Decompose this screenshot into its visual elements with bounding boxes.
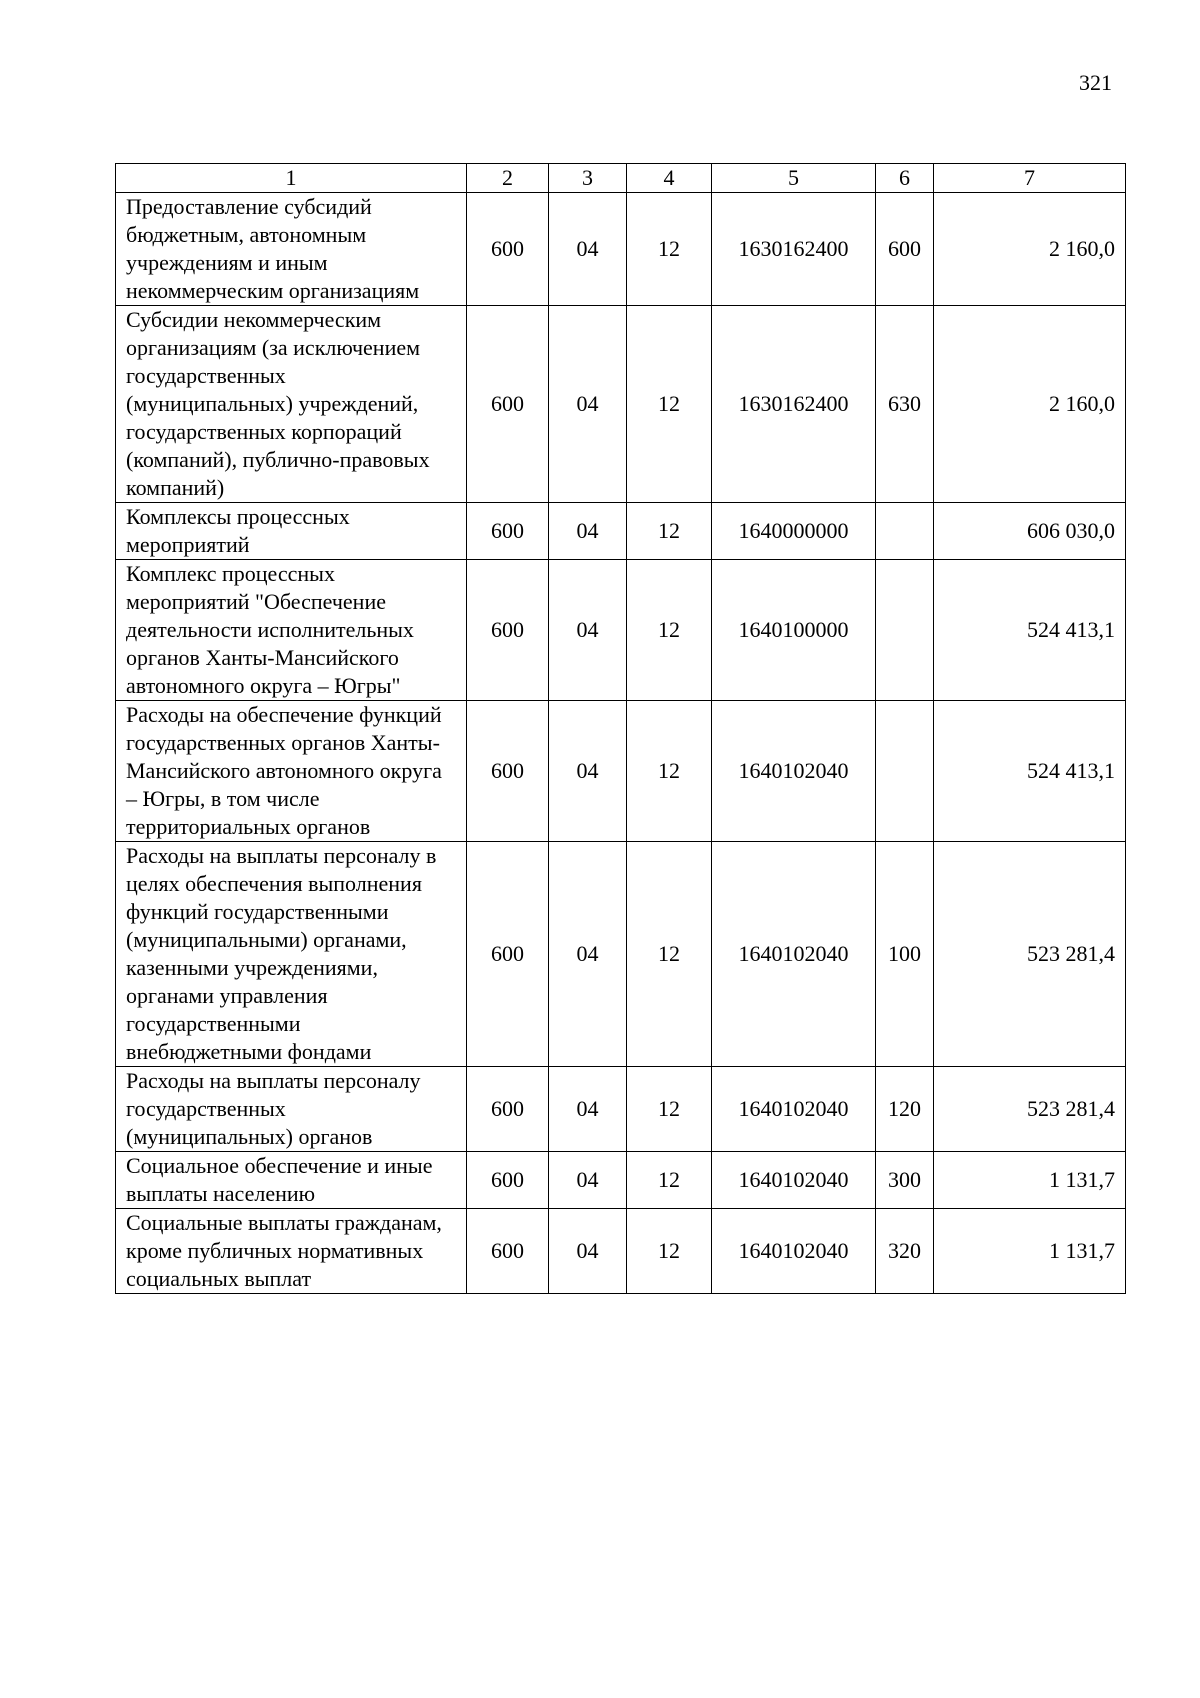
cell-code: 600 <box>467 842 549 1067</box>
cell-amount: 2 160,0 <box>934 306 1126 503</box>
cell-subsection: 12 <box>627 1209 712 1294</box>
row-name: Расходы на выплаты персоналу в целях обеспечения выполнения функций государственными (муниципальными) органами, казенными учреждениями, органами управления государственными внебюджетными фондами <box>116 842 467 1067</box>
cell-expense-type: 100 <box>876 842 934 1067</box>
cell-amount: 1 131,7 <box>934 1152 1126 1209</box>
cell-expense-type: 630 <box>876 306 934 503</box>
cell-code: 600 <box>467 1067 549 1152</box>
cell-subsection: 12 <box>627 306 712 503</box>
table-row <box>116 842 1126 1067</box>
table-row <box>116 1209 1126 1294</box>
cell-code: 600 <box>467 701 549 842</box>
cell-code: 600 <box>467 503 549 560</box>
table-row <box>116 560 1126 701</box>
cell-subsection: 12 <box>627 1152 712 1209</box>
cell-section: 04 <box>549 1209 627 1294</box>
row-name: Расходы на выплаты персоналу государственных (муниципальных) органов <box>116 1067 467 1152</box>
cell-subsection: 12 <box>627 560 712 701</box>
cell-expense-type: 120 <box>876 1067 934 1152</box>
cell-target: 1640102040 <box>712 1067 876 1152</box>
cell-amount: 2 160,0 <box>934 193 1126 306</box>
cell-target: 1640100000 <box>712 560 876 701</box>
cell-target: 1640102040 <box>712 701 876 842</box>
column-header-2: 2 <box>467 164 549 193</box>
cell-section: 04 <box>549 1067 627 1152</box>
cell-subsection: 12 <box>627 503 712 560</box>
table-row <box>116 503 1126 560</box>
cell-subsection: 12 <box>627 701 712 842</box>
cell-amount: 523 281,4 <box>934 1067 1126 1152</box>
cell-section: 04 <box>549 842 627 1067</box>
row-name: Комплекс процессных мероприятий "Обеспечение деятельности исполнительных органов Ханты-Мансийского автономного округа – Югры" <box>116 560 467 701</box>
cell-subsection: 12 <box>627 1067 712 1152</box>
cell-section: 04 <box>549 701 627 842</box>
cell-expense-type <box>876 701 934 842</box>
cell-target: 1630162400 <box>712 193 876 306</box>
row-name: Предоставление субсидий бюджетным, автономным учреждениям и иным некоммерческим организациям <box>116 193 467 306</box>
cell-section: 04 <box>549 306 627 503</box>
row-name: Расходы на обеспечение функций государственных органов Ханты-Мансийского автономного округа – Югры, в том числе территориальных органов <box>116 701 467 842</box>
table-row <box>116 306 1126 503</box>
cell-amount: 1 131,7 <box>934 1209 1126 1294</box>
cell-expense-type: 600 <box>876 193 934 306</box>
cell-code: 600 <box>467 1152 549 1209</box>
table-row <box>116 701 1126 842</box>
column-header-1: 1 <box>116 164 467 193</box>
cell-section: 04 <box>549 193 627 306</box>
column-header-5: 5 <box>712 164 876 193</box>
cell-target: 1640000000 <box>712 503 876 560</box>
table-row <box>116 1152 1126 1209</box>
cell-code: 600 <box>467 560 549 701</box>
cell-section: 04 <box>549 503 627 560</box>
cell-subsection: 12 <box>627 193 712 306</box>
row-name: Социальное обеспечение и иные выплаты населению <box>116 1152 467 1209</box>
cell-expense-type: 320 <box>876 1209 934 1294</box>
cell-expense-type <box>876 560 934 701</box>
cell-code: 600 <box>467 193 549 306</box>
column-header-6: 6 <box>876 164 934 193</box>
row-name: Социальные выплаты гражданам, кроме публичных нормативных социальных выплат <box>116 1209 467 1294</box>
table-row <box>116 1067 1126 1152</box>
cell-target: 1640102040 <box>712 1152 876 1209</box>
cell-section: 04 <box>549 1152 627 1209</box>
cell-amount: 524 413,1 <box>934 701 1126 842</box>
cell-amount: 523 281,4 <box>934 842 1126 1067</box>
table-row <box>116 193 1126 306</box>
page-number: 321 <box>1079 70 1112 95</box>
column-header-3: 3 <box>549 164 627 193</box>
column-header-4: 4 <box>627 164 712 193</box>
cell-section: 04 <box>549 560 627 701</box>
cell-target: 1630162400 <box>712 306 876 503</box>
row-name: Комплексы процессных мероприятий <box>116 503 467 560</box>
column-header-7: 7 <box>934 164 1126 193</box>
cell-amount: 524 413,1 <box>934 560 1126 701</box>
cell-code: 600 <box>467 306 549 503</box>
cell-expense-type: 300 <box>876 1152 934 1209</box>
cell-code: 600 <box>467 1209 549 1294</box>
cell-subsection: 12 <box>627 842 712 1067</box>
row-name: Субсидии некоммерческим организациям (за исключением государственных (муниципальных) учреждений, государственных корпораций (компаний), публично-правовых компаний) <box>116 306 467 503</box>
header-row <box>116 164 1126 193</box>
cell-expense-type <box>876 503 934 560</box>
budget-table <box>115 163 1126 1294</box>
cell-target: 1640102040 <box>712 842 876 1067</box>
cell-amount: 606 030,0 <box>934 503 1126 560</box>
cell-target: 1640102040 <box>712 1209 876 1294</box>
